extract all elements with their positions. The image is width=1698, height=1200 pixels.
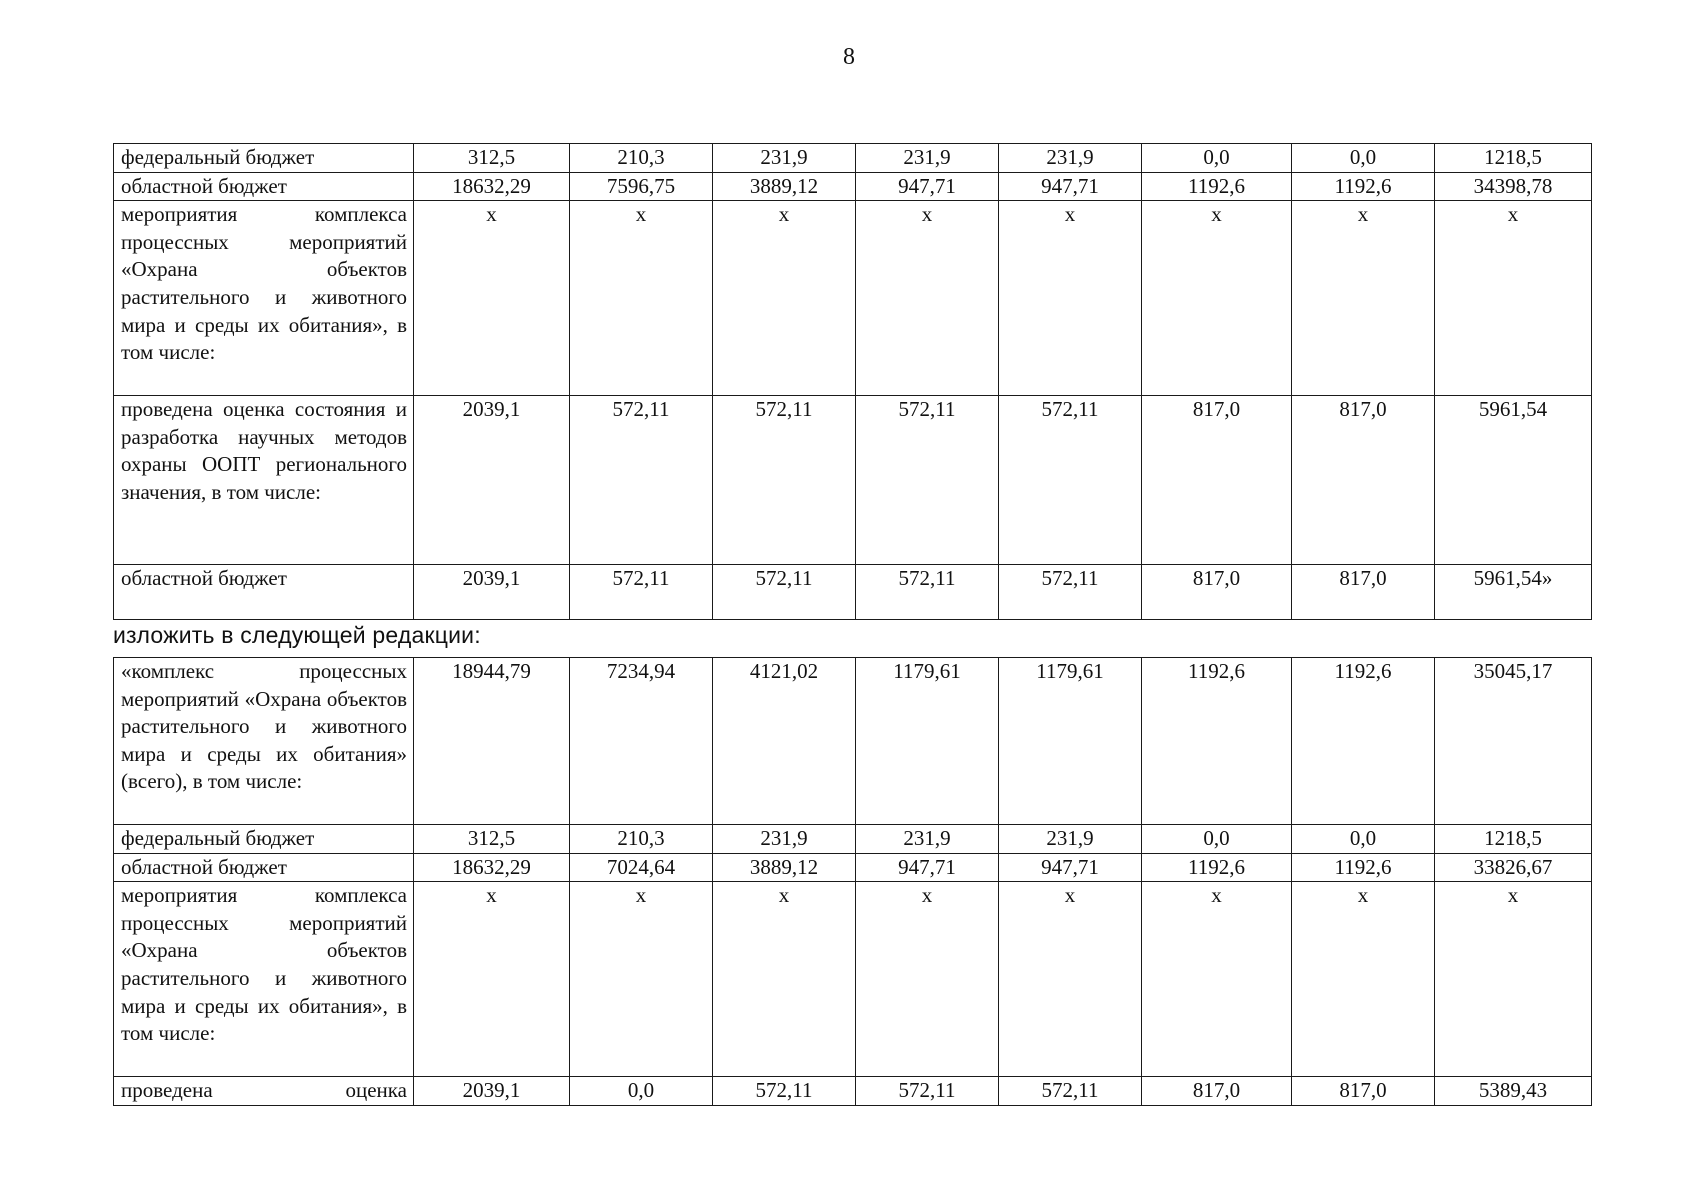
cell-value: x bbox=[1142, 201, 1292, 396]
cell-value: x bbox=[1435, 882, 1592, 1077]
cell-value: 1179,61 bbox=[999, 658, 1142, 825]
row-label: «комплекс процессных мероприятий «Охрана объектов растительного и животного мира и среды их обитания» (всего), в том числе: bbox=[114, 658, 414, 825]
cell-value: 947,71 bbox=[999, 172, 1142, 201]
table-row bbox=[114, 825, 1592, 854]
cell-value: 18944,79 bbox=[414, 658, 570, 825]
cell-value: 4121,02 bbox=[713, 658, 856, 825]
cell-value: 231,9 bbox=[999, 144, 1142, 173]
row-label: федеральный бюджет bbox=[114, 144, 414, 173]
cell-value: x bbox=[570, 201, 713, 396]
cell-value: 0,0 bbox=[1292, 144, 1435, 173]
cell-value: 947,71 bbox=[856, 853, 999, 882]
cell-value: 2039,1 bbox=[414, 1077, 570, 1106]
cell-value: 0,0 bbox=[1292, 825, 1435, 854]
cell-value: 1218,5 bbox=[1435, 144, 1592, 173]
table-row bbox=[114, 172, 1592, 201]
cell-value: 572,11 bbox=[999, 565, 1142, 620]
cell-value: 210,3 bbox=[570, 825, 713, 854]
row-label: областной бюджет bbox=[114, 853, 414, 882]
row-label: проведена оценка состояния и разработка научных методов охраны ООПТ регионального значения, в том числе: bbox=[114, 396, 414, 565]
cell-value: 0,0 bbox=[1142, 825, 1292, 854]
row-label: проведена оценка bbox=[114, 1077, 414, 1106]
cell-value: 572,11 bbox=[856, 565, 999, 620]
cell-value: x bbox=[999, 201, 1142, 396]
cell-value: 1192,6 bbox=[1142, 658, 1292, 825]
cell-value: 1192,6 bbox=[1142, 172, 1292, 201]
cell-value: 817,0 bbox=[1292, 1077, 1435, 1106]
cell-value: x bbox=[856, 882, 999, 1077]
cell-value: 0,0 bbox=[570, 1077, 713, 1106]
cell-value: 572,11 bbox=[999, 396, 1142, 565]
cell-value: 572,11 bbox=[713, 565, 856, 620]
cell-value: 7024,64 bbox=[570, 853, 713, 882]
cell-value: 35045,17 bbox=[1435, 658, 1592, 825]
cell-value: 572,11 bbox=[570, 565, 713, 620]
cell-value: 210,3 bbox=[570, 144, 713, 173]
page-number: 8 bbox=[843, 44, 855, 70]
cell-value: 817,0 bbox=[1142, 396, 1292, 565]
cell-value: x bbox=[713, 882, 856, 1077]
cell-value: 817,0 bbox=[1292, 565, 1435, 620]
cell-value: 312,5 bbox=[414, 144, 570, 173]
table-row bbox=[114, 201, 1592, 396]
cell-value: 231,9 bbox=[713, 144, 856, 173]
cell-value: 2039,1 bbox=[414, 565, 570, 620]
cell-value: 7596,75 bbox=[570, 172, 713, 201]
cell-value: 572,11 bbox=[713, 396, 856, 565]
cell-value: 947,71 bbox=[999, 853, 1142, 882]
table-row bbox=[114, 565, 1592, 620]
cell-value: 231,9 bbox=[713, 825, 856, 854]
cell-value: x bbox=[1142, 882, 1292, 1077]
cell-value: 231,9 bbox=[856, 144, 999, 173]
cell-value: 3889,12 bbox=[713, 853, 856, 882]
cell-value: x bbox=[1292, 882, 1435, 1077]
cell-value: x bbox=[713, 201, 856, 396]
cell-value: x bbox=[570, 882, 713, 1077]
budget-table-before bbox=[113, 143, 1592, 620]
cell-value: 1179,61 bbox=[856, 658, 999, 825]
cell-value: 817,0 bbox=[1142, 1077, 1292, 1106]
row-label: мероприятия комплекса процессных мероприятий «Охрана объектов растительного и животного мира и среды их обитания», в том числе: bbox=[114, 201, 414, 396]
cell-value: 0,0 bbox=[1142, 144, 1292, 173]
row-label: областной бюджет bbox=[114, 172, 414, 201]
cell-value: 5961,54» bbox=[1435, 565, 1592, 620]
cell-value: 572,11 bbox=[713, 1077, 856, 1106]
cell-value: 33826,67 bbox=[1435, 853, 1592, 882]
cell-value: 572,11 bbox=[856, 396, 999, 565]
cell-value: 231,9 bbox=[999, 825, 1142, 854]
table-row bbox=[114, 144, 1592, 173]
row-label: мероприятия комплекса процессных мероприятий «Охрана объектов растительного и животного мира и среды их обитания», в том числе: bbox=[114, 882, 414, 1077]
cell-value: 231,9 bbox=[856, 825, 999, 854]
cell-value: 2039,1 bbox=[414, 396, 570, 565]
cell-value: 947,71 bbox=[856, 172, 999, 201]
cell-value: x bbox=[1292, 201, 1435, 396]
cell-value: 1192,6 bbox=[1292, 172, 1435, 201]
cell-value: 572,11 bbox=[856, 1077, 999, 1106]
cell-value: 572,11 bbox=[999, 1077, 1142, 1106]
cell-value: x bbox=[1435, 201, 1592, 396]
cell-value: 312,5 bbox=[414, 825, 570, 854]
cell-value: 572,11 bbox=[570, 396, 713, 565]
cell-value: 1192,6 bbox=[1292, 853, 1435, 882]
cell-value: 817,0 bbox=[1292, 396, 1435, 565]
budget-table-after bbox=[113, 657, 1592, 1106]
cell-value: 18632,29 bbox=[414, 172, 570, 201]
cell-value: 7234,94 bbox=[570, 658, 713, 825]
cell-value: 5389,43 bbox=[1435, 1077, 1592, 1106]
cell-value: x bbox=[856, 201, 999, 396]
cell-value: 3889,12 bbox=[713, 172, 856, 201]
table-row bbox=[114, 658, 1592, 825]
row-label: федеральный бюджет bbox=[114, 825, 414, 854]
row-label: областной бюджет bbox=[114, 565, 414, 620]
cell-value: 34398,78 bbox=[1435, 172, 1592, 201]
cell-value: 18632,29 bbox=[414, 853, 570, 882]
cell-value: 817,0 bbox=[1142, 565, 1292, 620]
cell-value: 1218,5 bbox=[1435, 825, 1592, 854]
table-row bbox=[114, 1077, 1592, 1106]
table-row bbox=[114, 882, 1592, 1077]
cell-value: x bbox=[999, 882, 1142, 1077]
cell-value: x bbox=[414, 882, 570, 1077]
amendment-instruction: изложить в следующей редакции: bbox=[113, 622, 481, 648]
cell-value: 1192,6 bbox=[1142, 853, 1292, 882]
cell-value: 5961,54 bbox=[1435, 396, 1592, 565]
cell-value: 1192,6 bbox=[1292, 658, 1435, 825]
table-row bbox=[114, 853, 1592, 882]
cell-value: x bbox=[414, 201, 570, 396]
table-row bbox=[114, 396, 1592, 565]
